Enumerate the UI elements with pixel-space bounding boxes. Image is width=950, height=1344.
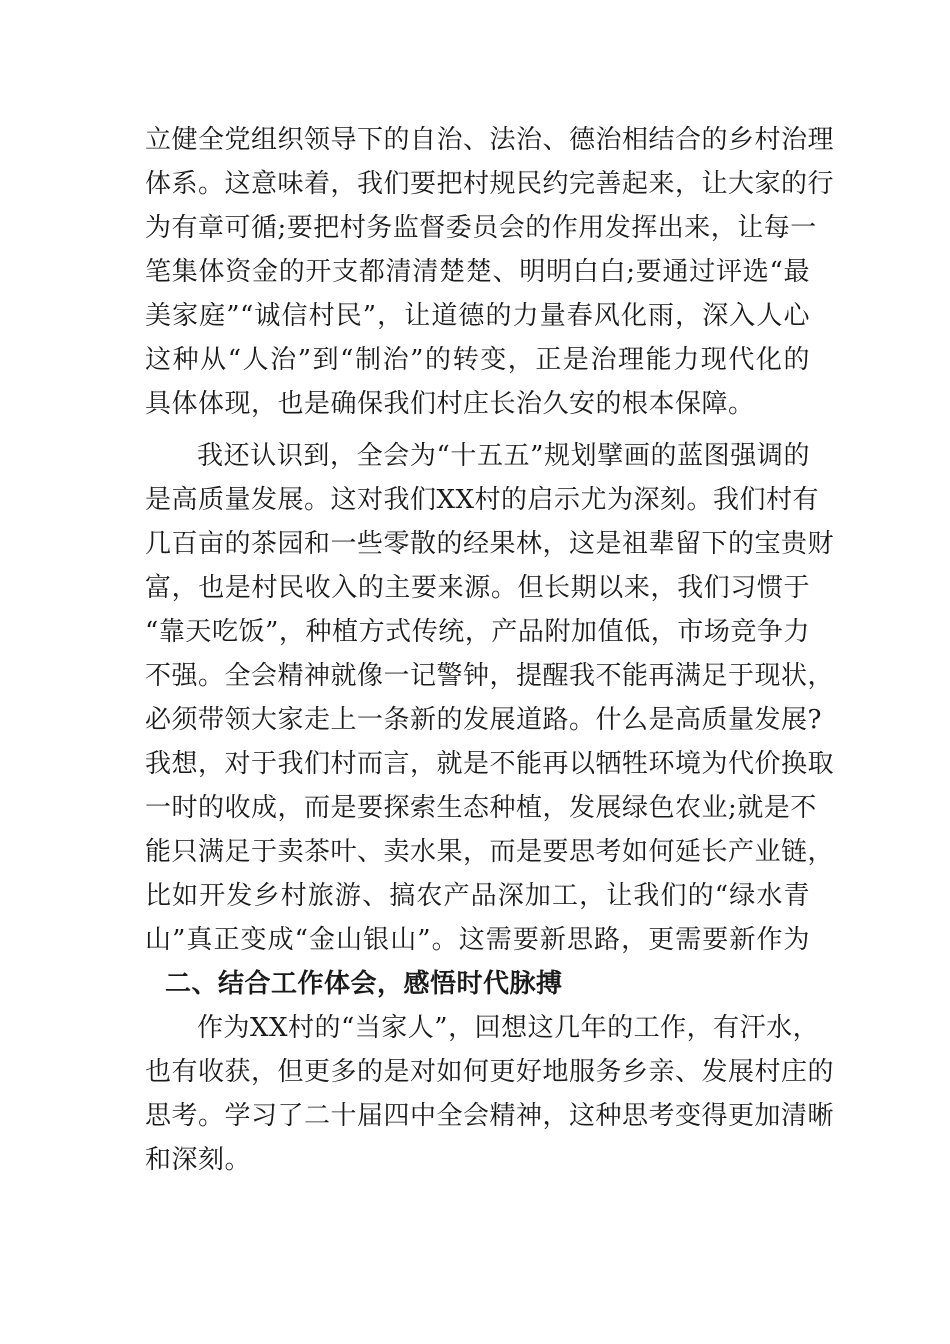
text-line: 一时的收成，而是要探索生态种植，发展绿色农业;就是不 [145,793,817,823]
text-line: 能只满足于卖茶叶、卖水果，而是要思考如何延长产业链， [145,837,835,867]
text-line: 和深刻。 [145,1145,252,1175]
paragraph [145,1006,835,1182]
text-line: 思考。学习了二十届四中全会精神，这种思考变得更加清晰 [145,1101,835,1131]
text-line: 我还认识到，全会为“十五五”规划擘画的蓝图强调的 [197,441,810,471]
text-line: 比如开发乡村旅游、搞农产品深加工，让我们的“绿水青 [145,881,810,911]
text-line: 笔集体资金的开支都清清楚楚、明明白白;要通过评选“最 [145,257,810,287]
text-line: 富，也是村民收入的主要来源。但长期以来，我们习惯于 [145,573,810,603]
text-line: 也有收获，但更多的是对如何更好地服务乡亲、发展村庄的 [145,1057,835,1087]
document-body [145,118,835,1182]
paragraph [145,118,835,426]
paragraph [145,434,835,962]
text-line: 山”真正变成“金山银山”。这需要新思路，更需要新作为 [145,925,810,955]
text-line: 是高质量发展。这对我们XX村的启示尤为深刻。我们村有 [145,485,820,515]
text-line: 具体体现，也是确保我们村庄长治久安的根本保障。 [145,389,755,419]
text-line: 不强。全会精神就像一记警钟，提醒我不能再满足于现状， [145,661,835,691]
text-line: 体系。这意味着，我们要把村规民约完善起来，让大家的行 [145,169,835,199]
text-line: 必须带领大家走上一条新的发展道路。什么是高质量发展? [145,705,822,735]
text-line: “靠天吃饭”，种植方式传统，产品附加值低，市场竞争力 [145,617,810,647]
text-line: 几百亩的茶园和一些零散的经果林，这是祖辈留下的宝贵财 [145,529,835,559]
text-line: 美家庭”“诚信村民”，让道德的力量春风化雨，深入人心 [145,301,810,331]
text-line: 为有章可循;要把村务监督委员会的作用发挥出来，让每一 [145,213,817,243]
text-line: 立健全党组织领导下的自治、法治、德治相结合的乡村治理 [145,125,835,155]
text-line: 作为XX村的“当家人”，回想这几年的工作，有汗水， [197,1013,820,1043]
section-heading: 二、结合工作体会，感悟时代脉搏 [165,969,563,999]
text-line: 这种从“人治”到“制治”的转变，正是治理能力现代化的 [145,345,810,375]
text-line: 我想，对于我们村而言，就是不能再以牺牲环境为代价换取 [145,749,835,779]
